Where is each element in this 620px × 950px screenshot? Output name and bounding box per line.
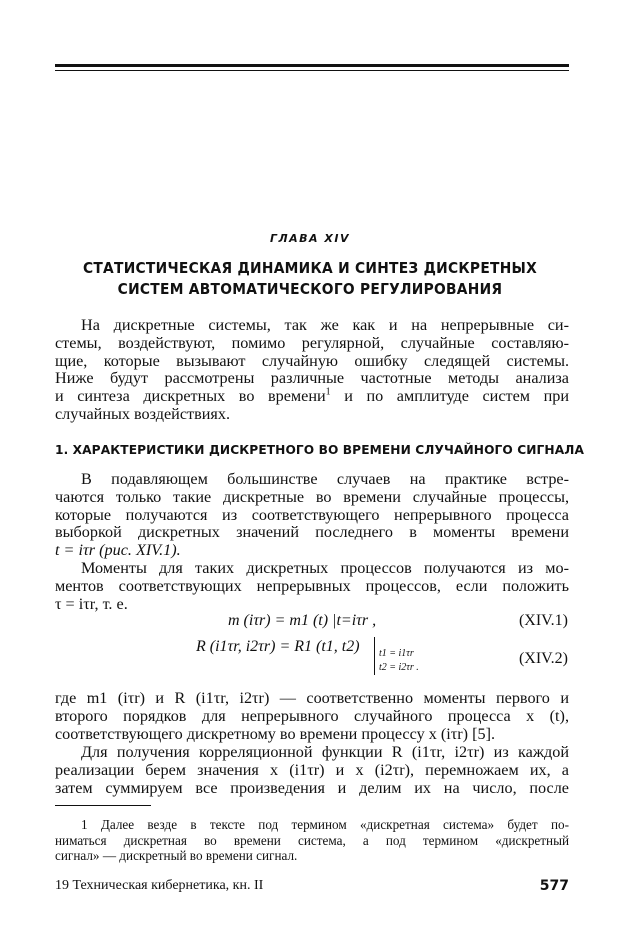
paragraph-1 [55,471,569,560]
equation-2-condition-2: t2 = i2τr . [379,662,419,673]
evaluation-bar [374,637,375,675]
text-fragment: и по амплитуде систем при [344,387,570,406]
equation-2-number: (XIV.2) [518,650,568,667]
text-line [55,388,569,406]
text-line: соответствующего дискретному во времени процессу x (iτr) [5]. [55,724,496,743]
section-heading: 1. ХАРАКТЕРИСТИКИ ДИСКРЕТНОГО ВО ВРЕМЕНИ СЛУЧАЙНОГО СИГНАЛА [55,443,585,457]
paragraph-2 [55,560,569,613]
header-rule-thick [55,64,569,67]
text-line: реализации берем значения x (i1τr) и x (i2τr), перемножаем их, а [55,760,569,779]
text-line: На дискретные системы, так же как и на непрерывные си- [81,316,569,334]
text-line: стемы, воздействуют, помимо регулярной, случайные составляю- [55,333,569,352]
equation-2-condition-1: t1 = i1τr [379,648,414,659]
text-line: ментов соответствующих непрерывных процессов, если положить [55,576,569,595]
text-line: чаются только такие дискретные во времени случайные процессы, [55,487,569,506]
footnote-line: 1 Далее везде в тексте под термином «дискретная система» будет по- [81,817,569,832]
footnote-marker[interactable]: 1 [325,386,331,398]
signature-mark: 19 Техническая кибернетика, кн. II [55,878,264,893]
text-line: щие, которые вызывают случайную ошибку следящей системы. [55,351,569,370]
header-rule-thin [55,70,569,71]
equation-1: m (iτr) = m1 (t) |t=iτr , [228,612,377,629]
footnote-rule [55,805,151,806]
chapter-title-line: СТАТИСТИЧЕСКАЯ ДИНАМИКА И СИНТЕЗ ДИСКРЕТНЫХ [82,259,538,277]
footnote-line: сигнал» — дискретный во времени сигнал. [55,848,298,863]
text-line: Моменты для таких дискретных процессов получаются из мо- [81,559,569,577]
equation-1-number: (XIV.1) [518,612,568,629]
paragraph-4 [55,744,569,797]
text-line: выборкой дискретных значений последнего в моменты времени [55,523,569,542]
chapter-label: ГЛАВА XIV [270,232,350,245]
text-line: которые получаются из соответствующего непрерывного процесса [55,505,569,524]
text-line: В подавляющем большинстве случаев на практике встре- [81,470,569,488]
text-line: Ниже будут рассмотрены различные частотные методы анализа [55,369,569,388]
equation-2: R (i1τr, i2τr) = R1 (t1, t2) [196,638,360,655]
footnote [55,817,569,864]
text-line: τ = iτr, т. е. [55,594,128,613]
page-number: 577 [539,878,569,894]
intro-paragraph [55,317,569,424]
chapter-title [40,258,580,300]
chapter-title-line: СИСТЕМ АВТОМАТИЧЕСКОГО РЕГУЛИРОВАНИЯ [117,280,503,298]
paragraph-3 [55,690,569,743]
footnote-line: ниматься дискретная во времени система, а под термином «дискретный [55,832,569,848]
text-line: случайных воздействиях. [55,404,230,423]
text-line: второго порядков для непрерывного случайного процесса x (t), [55,706,569,725]
text-line: затем суммируем все произведения и делим их на число, после [55,778,569,797]
text-line: t = iτr (рис. XIV.1). [55,541,181,560]
text-line: где m1 (iτr) и R (i1τr, i2τr) — соответственно моменты первого и [55,689,569,707]
text-line: Для получения корреляционной функции R (i1τr, i2τr) из каждой [81,743,569,761]
text-fragment: и синтеза дискретных во времени [55,387,326,406]
